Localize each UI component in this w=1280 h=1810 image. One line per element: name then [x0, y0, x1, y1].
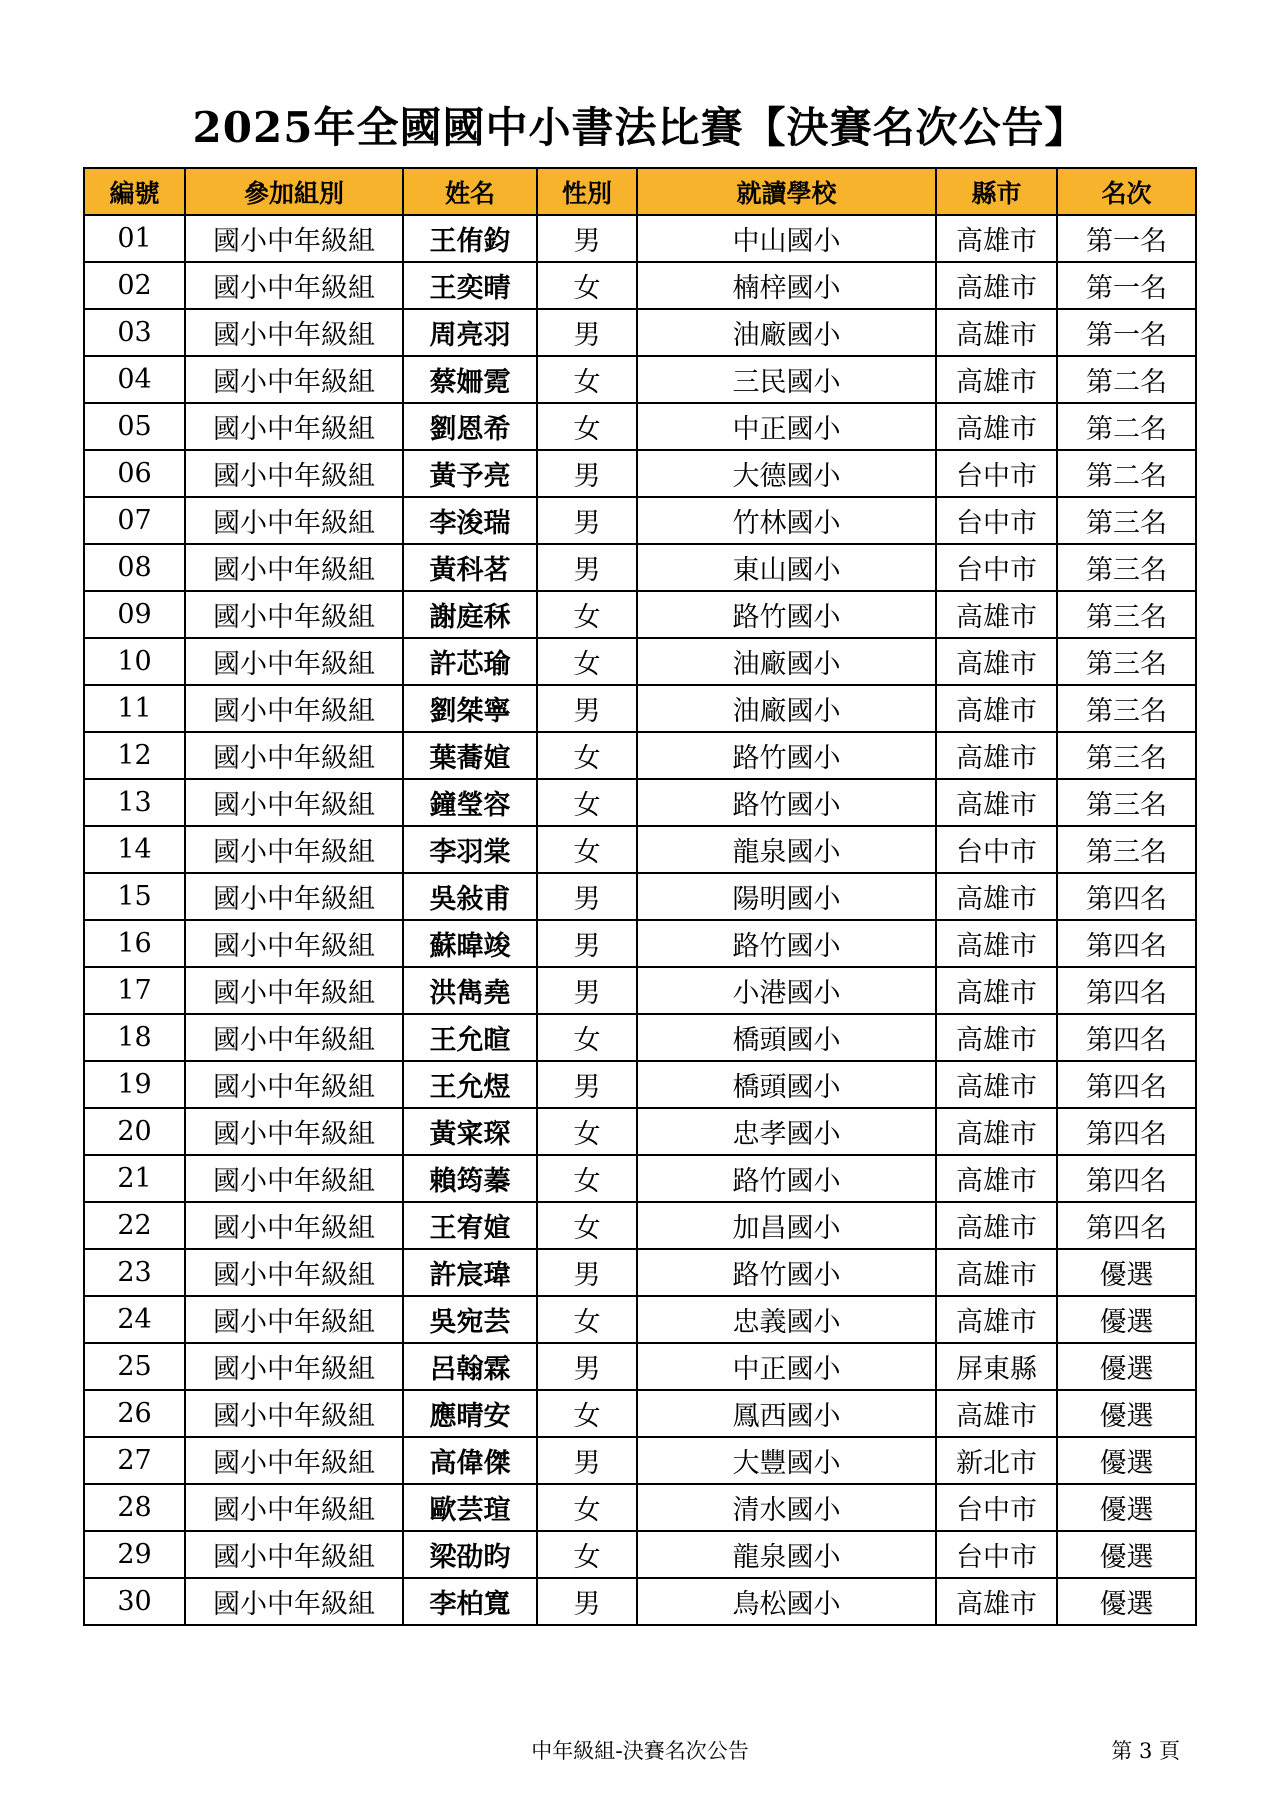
cell-gender: 女	[537, 403, 637, 450]
table-row	[84, 920, 1196, 967]
cell-id: 25	[84, 1343, 185, 1390]
cell-gender: 女	[537, 732, 637, 779]
cell-group: 國小中年級組	[185, 544, 403, 591]
cell-school: 忠義國小	[637, 1296, 936, 1343]
cell-id: 01	[84, 215, 185, 262]
cell-group: 國小中年級組	[185, 1061, 403, 1108]
cell-city: 高雄市	[936, 779, 1057, 826]
cell-school: 忠孝國小	[637, 1108, 936, 1155]
cell-city: 高雄市	[936, 356, 1057, 403]
cell-rank: 第四名	[1057, 1061, 1196, 1108]
cell-gender: 男	[537, 873, 637, 920]
cell-rank: 第二名	[1057, 403, 1196, 450]
cell-gender: 男	[537, 1437, 637, 1484]
cell-school: 油廠國小	[637, 638, 936, 685]
table-row	[84, 1531, 1196, 1578]
cell-school: 中正國小	[637, 403, 936, 450]
header-id: 編號	[84, 168, 185, 215]
table-row	[84, 1437, 1196, 1484]
cell-name: 吳宛芸	[403, 1296, 537, 1343]
cell-school: 路竹國小	[637, 920, 936, 967]
cell-city: 高雄市	[936, 1202, 1057, 1249]
cell-rank: 優選	[1057, 1437, 1196, 1484]
cell-rank: 優選	[1057, 1390, 1196, 1437]
cell-city: 高雄市	[936, 1108, 1057, 1155]
cell-group: 國小中年級組	[185, 215, 403, 262]
cell-name: 謝庭秝	[403, 591, 537, 638]
cell-gender: 男	[537, 497, 637, 544]
cell-id: 22	[84, 1202, 185, 1249]
cell-school: 路竹國小	[637, 591, 936, 638]
cell-group: 國小中年級組	[185, 1343, 403, 1390]
cell-rank: 第三名	[1057, 685, 1196, 732]
cell-school: 楠梓國小	[637, 262, 936, 309]
cell-gender: 男	[537, 967, 637, 1014]
cell-group: 國小中年級組	[185, 685, 403, 732]
table-row	[84, 1578, 1196, 1625]
cell-rank: 第四名	[1057, 1202, 1196, 1249]
cell-name: 高偉傑	[403, 1437, 537, 1484]
cell-school: 油廠國小	[637, 309, 936, 356]
cell-group: 國小中年級組	[185, 873, 403, 920]
cell-name: 周亮羽	[403, 309, 537, 356]
cell-school: 中山國小	[637, 215, 936, 262]
cell-name: 王允煜	[403, 1061, 537, 1108]
cell-city: 屏東縣	[936, 1343, 1057, 1390]
cell-city: 高雄市	[936, 967, 1057, 1014]
cell-group: 國小中年級組	[185, 1578, 403, 1625]
cell-city: 台中市	[936, 450, 1057, 497]
table-row	[84, 1296, 1196, 1343]
cell-group: 國小中年級組	[185, 1014, 403, 1061]
cell-id: 06	[84, 450, 185, 497]
table-row	[84, 309, 1196, 356]
cell-gender: 女	[537, 1155, 637, 1202]
cell-rank: 第四名	[1057, 1108, 1196, 1155]
cell-group: 國小中年級組	[185, 1202, 403, 1249]
cell-id: 05	[84, 403, 185, 450]
header-city: 縣市	[936, 168, 1057, 215]
header-name: 姓名	[403, 168, 537, 215]
table-row	[84, 403, 1196, 450]
cell-city: 高雄市	[936, 1014, 1057, 1061]
cell-group: 國小中年級組	[185, 779, 403, 826]
cell-city: 高雄市	[936, 309, 1057, 356]
cell-rank: 第一名	[1057, 215, 1196, 262]
cell-gender: 女	[537, 591, 637, 638]
cell-school: 清水國小	[637, 1484, 936, 1531]
cell-name: 許芯瑜	[403, 638, 537, 685]
cell-rank: 優選	[1057, 1531, 1196, 1578]
cell-group: 國小中年級組	[185, 356, 403, 403]
cell-gender: 男	[537, 685, 637, 732]
cell-school: 鳥松國小	[637, 1578, 936, 1625]
cell-id: 15	[84, 873, 185, 920]
table-row	[84, 826, 1196, 873]
cell-city: 高雄市	[936, 732, 1057, 779]
cell-name: 王奕晴	[403, 262, 537, 309]
cell-gender: 女	[537, 1484, 637, 1531]
cell-gender: 男	[537, 1578, 637, 1625]
cell-group: 國小中年級組	[185, 1531, 403, 1578]
cell-school: 中正國小	[637, 1343, 936, 1390]
cell-id: 20	[84, 1108, 185, 1155]
cell-school: 大德國小	[637, 450, 936, 497]
cell-id: 04	[84, 356, 185, 403]
cell-rank: 第二名	[1057, 450, 1196, 497]
cell-school: 小港國小	[637, 967, 936, 1014]
cell-id: 12	[84, 732, 185, 779]
cell-group: 國小中年級組	[185, 1155, 403, 1202]
table-header	[84, 168, 1196, 215]
cell-city: 高雄市	[936, 1061, 1057, 1108]
header-group: 參加組別	[185, 168, 403, 215]
cell-gender: 男	[537, 544, 637, 591]
cell-group: 國小中年級組	[185, 1484, 403, 1531]
cell-gender: 女	[537, 1108, 637, 1155]
cell-group: 國小中年級組	[185, 1108, 403, 1155]
cell-gender: 女	[537, 826, 637, 873]
cell-rank: 第二名	[1057, 356, 1196, 403]
footer-title: 中年級組-決賽名次公告	[531, 1739, 749, 1763]
cell-name: 呂翰霖	[403, 1343, 537, 1390]
cell-gender: 男	[537, 1343, 637, 1390]
results-table	[83, 167, 1197, 1626]
cell-id: 23	[84, 1249, 185, 1296]
cell-group: 國小中年級組	[185, 1390, 403, 1437]
cell-name: 李柏寬	[403, 1578, 537, 1625]
cell-gender: 男	[537, 309, 637, 356]
cell-group: 國小中年級組	[185, 732, 403, 779]
cell-school: 東山國小	[637, 544, 936, 591]
cell-id: 27	[84, 1437, 185, 1484]
cell-id: 16	[84, 920, 185, 967]
cell-name: 劉恩希	[403, 403, 537, 450]
table-row	[84, 1202, 1196, 1249]
cell-rank: 第四名	[1057, 1155, 1196, 1202]
cell-name: 鐘瑩容	[403, 779, 537, 826]
cell-city: 新北市	[936, 1437, 1057, 1484]
cell-id: 03	[84, 309, 185, 356]
cell-school: 三民國小	[637, 356, 936, 403]
cell-gender: 女	[537, 779, 637, 826]
cell-rank: 優選	[1057, 1578, 1196, 1625]
cell-rank: 第一名	[1057, 262, 1196, 309]
cell-rank: 第四名	[1057, 1014, 1196, 1061]
cell-rank: 優選	[1057, 1343, 1196, 1390]
cell-school: 竹林國小	[637, 497, 936, 544]
cell-school: 橋頭國小	[637, 1014, 936, 1061]
cell-rank: 第三名	[1057, 638, 1196, 685]
cell-gender: 女	[537, 356, 637, 403]
cell-gender: 男	[537, 215, 637, 262]
cell-name: 王允暄	[403, 1014, 537, 1061]
table-row	[84, 1061, 1196, 1108]
cell-school: 龍泉國小	[637, 826, 936, 873]
cell-school: 路竹國小	[637, 1155, 936, 1202]
cell-city: 台中市	[936, 544, 1057, 591]
cell-name: 梁劭昀	[403, 1531, 537, 1578]
cell-city: 高雄市	[936, 1249, 1057, 1296]
cell-group: 國小中年級組	[185, 1296, 403, 1343]
table-row	[84, 262, 1196, 309]
cell-name: 蔡姍霓	[403, 356, 537, 403]
table-row	[84, 967, 1196, 1014]
cell-gender: 男	[537, 920, 637, 967]
cell-rank: 第四名	[1057, 967, 1196, 1014]
cell-school: 油廠國小	[637, 685, 936, 732]
cell-city: 高雄市	[936, 1390, 1057, 1437]
cell-rank: 第三名	[1057, 544, 1196, 591]
cell-id: 19	[84, 1061, 185, 1108]
table-row	[84, 1343, 1196, 1390]
table-row	[84, 591, 1196, 638]
cell-rank: 第三名	[1057, 732, 1196, 779]
table-row	[84, 1108, 1196, 1155]
table-body	[84, 215, 1196, 1625]
cell-gender: 女	[537, 1531, 637, 1578]
cell-id: 09	[84, 591, 185, 638]
cell-rank: 優選	[1057, 1484, 1196, 1531]
cell-id: 14	[84, 826, 185, 873]
table-row	[84, 356, 1196, 403]
table-row	[84, 779, 1196, 826]
cell-rank: 第三名	[1057, 779, 1196, 826]
cell-city: 高雄市	[936, 1155, 1057, 1202]
cell-gender: 男	[537, 1249, 637, 1296]
cell-rank: 優選	[1057, 1296, 1196, 1343]
cell-rank: 第一名	[1057, 309, 1196, 356]
cell-id: 28	[84, 1484, 185, 1531]
cell-city: 高雄市	[936, 403, 1057, 450]
cell-group: 國小中年級組	[185, 591, 403, 638]
cell-id: 29	[84, 1531, 185, 1578]
cell-city: 高雄市	[936, 1296, 1057, 1343]
table-row	[84, 1484, 1196, 1531]
cell-group: 國小中年級組	[185, 826, 403, 873]
table-row	[84, 544, 1196, 591]
cell-id: 18	[84, 1014, 185, 1061]
cell-id: 26	[84, 1390, 185, 1437]
table-row	[84, 497, 1196, 544]
table-row	[84, 638, 1196, 685]
cell-group: 國小中年級組	[185, 967, 403, 1014]
cell-group: 國小中年級組	[185, 1437, 403, 1484]
cell-name: 王宥媗	[403, 1202, 537, 1249]
cell-rank: 第三名	[1057, 826, 1196, 873]
cell-rank: 第四名	[1057, 873, 1196, 920]
cell-city: 台中市	[936, 1531, 1057, 1578]
table-row	[84, 215, 1196, 262]
cell-name: 歐芸瑄	[403, 1484, 537, 1531]
header-school: 就讀學校	[637, 168, 936, 215]
cell-gender: 女	[537, 1390, 637, 1437]
table-row	[84, 873, 1196, 920]
table-row	[84, 1390, 1196, 1437]
table-row	[84, 1249, 1196, 1296]
cell-school: 龍泉國小	[637, 1531, 936, 1578]
cell-gender: 女	[537, 1202, 637, 1249]
cell-id: 17	[84, 967, 185, 1014]
cell-name: 李浚瑞	[403, 497, 537, 544]
cell-name: 許宸瑋	[403, 1249, 537, 1296]
cell-city: 高雄市	[936, 591, 1057, 638]
table-row	[84, 450, 1196, 497]
cell-id: 08	[84, 544, 185, 591]
cell-name: 葉蕎媗	[403, 732, 537, 779]
cell-school: 陽明國小	[637, 873, 936, 920]
table-row	[84, 1155, 1196, 1202]
cell-city: 高雄市	[936, 685, 1057, 732]
cell-id: 10	[84, 638, 185, 685]
cell-rank: 優選	[1057, 1249, 1196, 1296]
cell-group: 國小中年級組	[185, 638, 403, 685]
header-rank: 名次	[1057, 168, 1196, 215]
cell-rank: 第三名	[1057, 591, 1196, 638]
cell-group: 國小中年級組	[185, 920, 403, 967]
cell-school: 橋頭國小	[637, 1061, 936, 1108]
cell-city: 高雄市	[936, 1578, 1057, 1625]
cell-id: 02	[84, 262, 185, 309]
cell-group: 國小中年級組	[185, 403, 403, 450]
cell-school: 路竹國小	[637, 779, 936, 826]
cell-gender: 女	[537, 262, 637, 309]
cell-name: 吳敍甫	[403, 873, 537, 920]
table-row	[84, 685, 1196, 732]
cell-city: 高雄市	[936, 920, 1057, 967]
cell-id: 11	[84, 685, 185, 732]
cell-gender: 女	[537, 1296, 637, 1343]
table-row	[84, 1014, 1196, 1061]
cell-gender: 男	[537, 1061, 637, 1108]
cell-name: 賴筠蓁	[403, 1155, 537, 1202]
page-title: 2025年全國國中小書法比賽【決賽名次公告】	[192, 103, 1088, 152]
cell-group: 國小中年級組	[185, 262, 403, 309]
cell-name: 劉桀寧	[403, 685, 537, 732]
cell-group: 國小中年級組	[185, 497, 403, 544]
cell-id: 30	[84, 1578, 185, 1625]
cell-city: 高雄市	[936, 873, 1057, 920]
cell-gender: 女	[537, 638, 637, 685]
cell-name: 應晴安	[403, 1390, 537, 1437]
cell-rank: 第三名	[1057, 497, 1196, 544]
cell-name: 黃科茗	[403, 544, 537, 591]
cell-group: 國小中年級組	[185, 450, 403, 497]
cell-id: 07	[84, 497, 185, 544]
cell-name: 蘇暐竣	[403, 920, 537, 967]
cell-school: 路竹國小	[637, 732, 936, 779]
header-gender: 性別	[537, 168, 637, 215]
cell-id: 13	[84, 779, 185, 826]
cell-rank: 第四名	[1057, 920, 1196, 967]
cell-school: 鳳西國小	[637, 1390, 936, 1437]
cell-gender: 女	[537, 1014, 637, 1061]
cell-school: 加昌國小	[637, 1202, 936, 1249]
cell-city: 台中市	[936, 826, 1057, 873]
cell-school: 路竹國小	[637, 1249, 936, 1296]
table-row	[84, 732, 1196, 779]
cell-school: 大豐國小	[637, 1437, 936, 1484]
cell-name: 王侑鈞	[403, 215, 537, 262]
cell-name: 黃予亮	[403, 450, 537, 497]
cell-city: 高雄市	[936, 215, 1057, 262]
cell-id: 24	[84, 1296, 185, 1343]
cell-group: 國小中年級組	[185, 309, 403, 356]
cell-name: 洪雋堯	[403, 967, 537, 1014]
cell-city: 台中市	[936, 1484, 1057, 1531]
cell-city: 台中市	[936, 497, 1057, 544]
cell-id: 21	[84, 1155, 185, 1202]
cell-name: 黃寀琛	[403, 1108, 537, 1155]
cell-gender: 男	[537, 450, 637, 497]
cell-city: 高雄市	[936, 262, 1057, 309]
page-number: 第 3 頁	[1111, 1739, 1180, 1763]
cell-city: 高雄市	[936, 638, 1057, 685]
header-row	[84, 168, 1196, 215]
cell-group: 國小中年級組	[185, 1249, 403, 1296]
cell-name: 李羽棠	[403, 826, 537, 873]
